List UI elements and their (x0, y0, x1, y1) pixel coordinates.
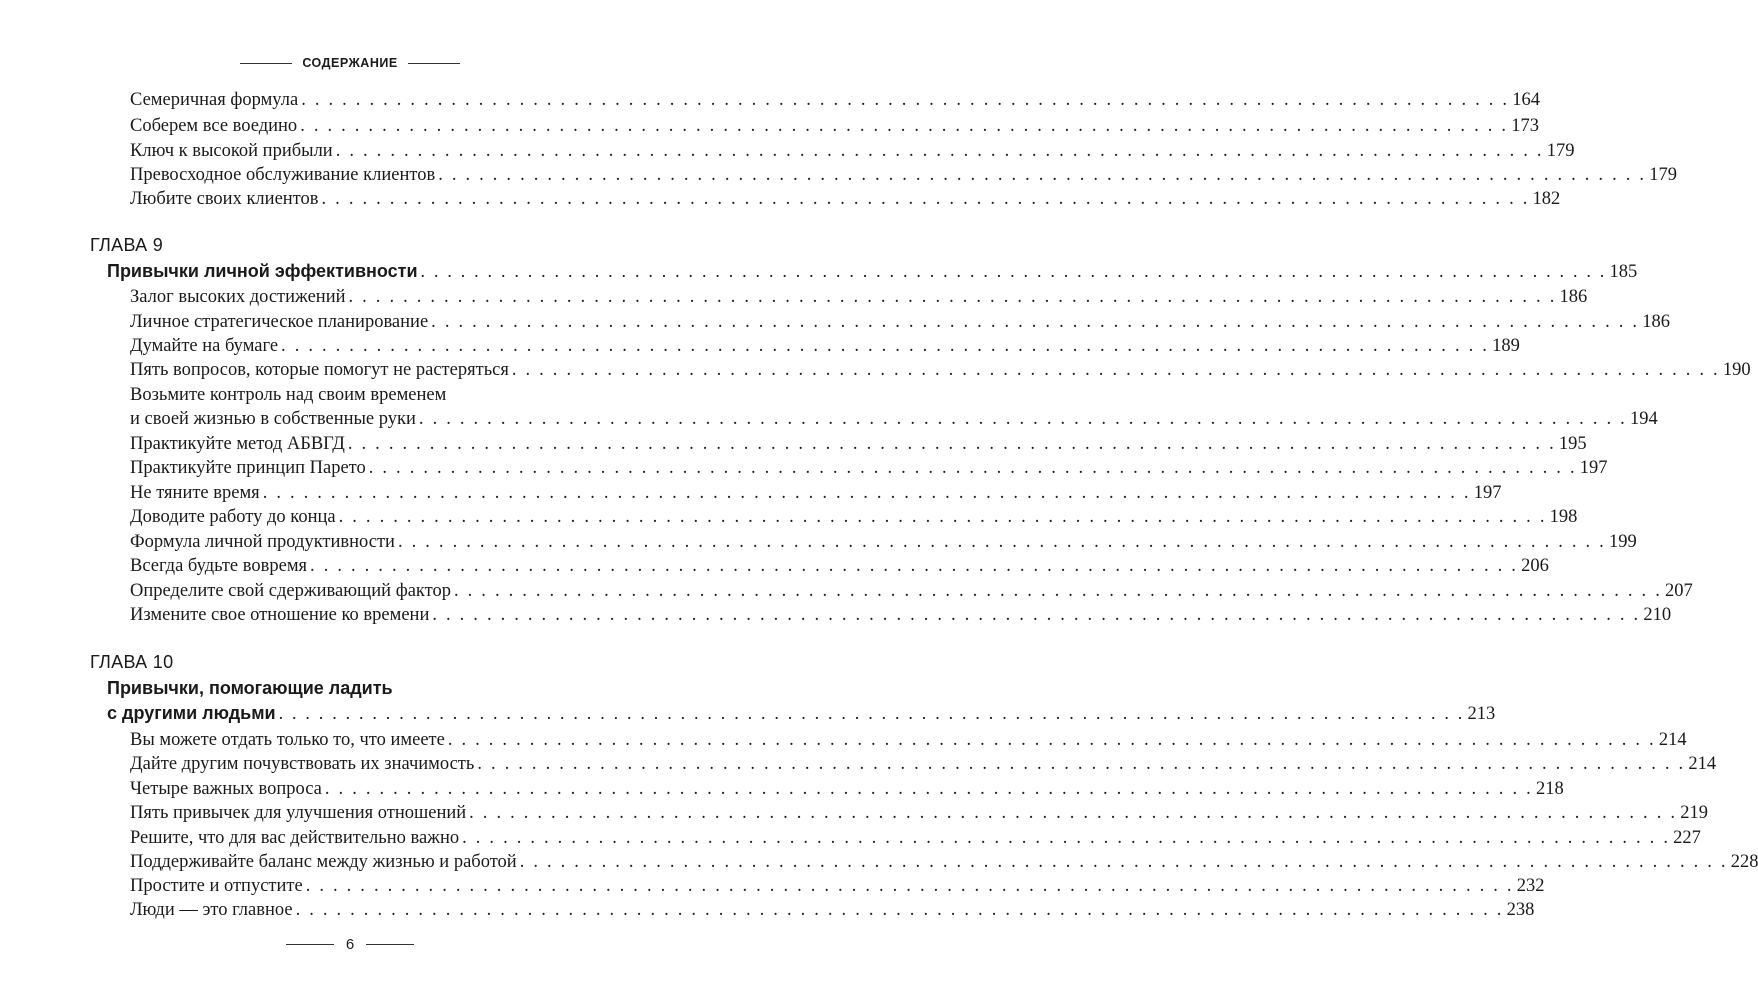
toc-entry-title: и своей жизнью в собственные руки (130, 409, 416, 429)
dot-leader: . . . . . . . . . . . . . . . . . . . . . . . . . . . . . . . . . . . . . . . . . . . . . . . . . . . . . . . . . . . . . . . . . . . . . . . . . . . . . . . . . . . . . . . . . (310, 556, 1519, 576)
chapter-page: 185 (1609, 262, 1638, 282)
toc-entry (130, 285, 1588, 309)
chapter-title: Привычки, помогающие ладить (107, 678, 393, 698)
dot-leader: . . . . . . . . . . . . . . . . . . . . . . . . . . . . . . . . . . . . . . . . . . . . . . . . . . . . . . . . . . . . . . . . . . . . . . . . . . . . . . . . . . . . . . . . . (477, 754, 1686, 774)
toc-entry (130, 752, 1717, 776)
toc-entry-title: Соберем все воедино (130, 116, 298, 136)
toc-entry-title: Превосходное обслуживание клиентов (130, 165, 436, 185)
toc-entry (130, 432, 1587, 456)
toc-entry-page: 198 (1549, 507, 1578, 527)
toc-entry-page: 197 (1473, 483, 1502, 503)
toc-entry-title: Доводите работу до конца (130, 507, 336, 527)
toc-entry (130, 554, 1549, 578)
toc-entry-title: Определите свой сдерживающий фактор (130, 581, 451, 601)
toc-entry-page: 228 (1730, 852, 1758, 872)
toc-entry (130, 88, 1540, 112)
dot-leader: . . . . . . . . . . . . . . . . . . . . . . . . . . . . . . . . . . . . . . . . . . . . . . . . . . . . . . . . . . . . . . . . . . . . . . . . . . . . . . . . . . . . . . . . . (397, 532, 1606, 552)
dot-leader: . . . . . . . . . . . . . . . . . . . . . . . . . . . . . . . . . . . . . . . . . . . . . . . . . . . . . . . . . . . . . . . . . . . . . . . . . . . . . . . . . . . . . . . . . (338, 507, 1547, 527)
toc-entry-page: 232 (1516, 876, 1545, 896)
dot-leader: . . . . . . . . . . . . . . . . . . . . . . . . . . . . . . . . . . . . . . . . . . . . . . . . . . . . . . . . . . . . . . . . . . . . . . . . . . . . . . . . . . . . . . . . . (519, 852, 1728, 872)
dot-leader: . . . . . . . . . . . . . . . . . . . . . . . . . . . . . . . . . . . . . . . . . . . . . . . . . . . . . . . . . . . . . . . . . . . . . . . . . . . . . . . . . . . . . . . . . (295, 900, 1504, 920)
toc-entry (130, 456, 1608, 480)
toc-entry (130, 826, 1701, 850)
toc-entry-title-line1: Возьмите контроль над своим временем (130, 385, 447, 405)
dot-leader: . . . . . . . . . . . . . . . . . . . . . . . . . . . . . . . . . . . . . . . . . . . . . . . . . . . . . . . . . . . . . . . . . . . . . . . . . . . . . . . . . . . . . . . . . (511, 360, 1720, 380)
toc-entry (130, 850, 1758, 874)
dot-leader: . . . . . . . . . . . . . . . . . . . . . . . . . . . . . . . . . . . . . . . . . . . . . . . . . . . . . . . . . . . . . . . . . . . . . . . . . . . . . . . . . . . . . . . . . (324, 779, 1533, 799)
dot-leader: . . . . . . . . . . . . . . . . . . . . . . . . . . . . . . . . . . . . . . . . . . . . . . . . . . . . . . . . . . . . . . . . . . . . . . . . . . . . . . . . . . . . . . . . . (420, 261, 1607, 281)
toc-entry-page: 238 (1506, 900, 1535, 920)
toc-entry-title: Формула личной продуктивности (130, 532, 395, 552)
toc-entry (130, 579, 1693, 603)
toc-entry-title: Пять вопросов, которые помогут не растеряться (130, 360, 509, 380)
dot-leader: . . . . . . . . . . . . . . . . . . . . . . . . . . . . . . . . . . . . . . . . . . . . . . . . . . . . . . . . . . . . . . . . . . . . . . . . . . . . . . . . . . . . . . . . . (281, 336, 1490, 356)
toc-entry (130, 187, 1561, 211)
dot-leader: . . . . . . . . . . . . . . . . . . . . . . . . . . . . . . . . . . . . . . . . . . . . . . . . . . . . . . . . . . . . . . . . . . . . . . . . . . . . . . . . . . . . . . . . . (348, 287, 1557, 307)
dot-leader: . . . . . . . . . . . . . . . . . . . . . . . . . . . . . . . . . . . . . . . . . . . . . . . . . . . . . . . . . . . . . . . . . . . . . . . . . . . . . . . . . . . . . . . . . (278, 703, 1465, 723)
toc-entry (130, 358, 1751, 382)
toc-entry (130, 114, 1539, 138)
toc-entry-line1 (130, 383, 588, 407)
chapter-page: 213 (1467, 704, 1496, 724)
toc-entry-title: Семеричная формула (130, 90, 299, 110)
footer-rule-right (366, 944, 414, 945)
page-number: 6 (345, 935, 355, 953)
page-footer (0, 934, 700, 954)
dot-leader: . . . . . . . . . . . . . . . . . . . . . . . . . . . . . . . . . . . . . . . . . . . . . . . . . . . . . . . . . . . . . . . . . . . . . . . . . . . . . . . . . . . . . . . . . (262, 483, 1471, 503)
dot-leader: . . . . . . . . . . . . . . . . . . . . . . . . . . . . . . . . . . . . . . . . . . . . . . . . . . . . . . . . . . . . . . . . . . . . . . . . . . . . . . . . . . . . . . . . . (431, 312, 1640, 332)
dot-leader: . . . . . . . . . . . . . . . . . . . . . . . . . . . . . . . . . . . . . . . . . . . . . . . . . . . . . . . . . . . . . . . . . . . . . . . . . . . . . . . . . . . . . . . . . (432, 605, 1641, 625)
toc-entry (130, 334, 1520, 358)
dot-leader: . . . . . . . . . . . . . . . . . . . . . . . . . . . . . . . . . . . . . . . . . . . . . . . . . . . . . . . . . . . . . . . . . . . . . . . . . . . . . . . . . . . . . . . . . (469, 803, 1678, 823)
chapter-title-line2: с другими людьми (107, 703, 276, 723)
toc-entry-title: Измените свое отношение ко времени (130, 605, 430, 625)
toc-entry-page: 214 (1658, 730, 1687, 750)
toc-entry (130, 777, 1564, 801)
toc-entry (130, 505, 1578, 529)
header-title: СОДЕРЖАНИЕ (302, 56, 398, 70)
toc-entry-title: Практикуйте метод АБВГД (130, 434, 345, 454)
toc-entry-page: 195 (1558, 434, 1587, 454)
toc-entry-page: 214 (1688, 754, 1717, 774)
dot-leader: . . . . . . . . . . . . . . . . . . . . . . . . . . . . . . . . . . . . . . . . . . . . . . . . . . . . . . . . . . . . . . . . . . . . . . . . . . . . . . . . . . . . . . . . . (438, 165, 1647, 185)
toc-entry (130, 163, 1677, 187)
toc-entry-page: 194 (1629, 409, 1658, 429)
toc-entry (130, 310, 1670, 334)
toc-entry-page: 186 (1642, 312, 1670, 332)
dot-leader: . . . . . . . . . . . . . . . . . . . . . . . . . . . . . . . . . . . . . . . . . . . . . . . . . . . . . . . . . . . . . . . . . . . . . . . . . . . . . . . . . . . . . . . . . (300, 116, 1509, 136)
chapter-title-row (107, 701, 1496, 726)
toc-entry-page: 197 (1579, 458, 1608, 478)
dot-leader: . . . . . . . . . . . . . . . . . . . . . . . . . . . . . . . . . . . . . . . . . . . . . . . . . . . . . . . . . . . . . . . . . . . . . . . . . . . . . . . . . . . . . . . . . (301, 90, 1510, 110)
toc-entry-title: Вы можете отдать только то, что имеете (130, 730, 445, 750)
toc-entry-title: Пять привычек для улучшения отношений (130, 803, 467, 823)
toc-entry-title: Простите и отпустите (130, 876, 303, 896)
toc-entry-title: Четыре важных вопроса (130, 779, 322, 799)
toc-entry-page: 190 (1722, 360, 1751, 380)
toc-entry-title: Думайте на бумаге (130, 336, 279, 356)
dot-leader: . . . . . . . . . . . . . . . . . . . . . . . . . . . . . . . . . . . . . . . . . . . . . . . . . . . . . . . . . . . . . . . . . . . . . . . . . . . . . . . . . . . . . . . . . (347, 434, 1556, 454)
toc-entry-title: Залог высоких достижений (130, 287, 346, 307)
chapter-label: ГЛАВА 9 (90, 235, 164, 255)
toc-entry (130, 603, 1672, 627)
toc-entry (130, 530, 1637, 554)
toc-entry-page: 189 (1492, 336, 1520, 356)
toc-entry-page: 219 (1680, 803, 1708, 823)
chapter-label: ГЛАВА 10 (90, 652, 174, 672)
chapter-title-line1 (107, 676, 588, 700)
toc-entry-title: Решите, что для вас действительно важно (130, 828, 460, 848)
toc-entry-title: Практикуйте принцип Парето (130, 458, 366, 478)
toc-entry-page: 210 (1643, 605, 1672, 625)
toc-entry-page: 206 (1521, 556, 1549, 576)
toc-entry-title: Любите своих клиентов (130, 189, 319, 209)
toc-entry-page: 199 (1609, 532, 1637, 552)
dot-leader: . . . . . . . . . . . . . . . . . . . . . . . . . . . . . . . . . . . . . . . . . . . . . . . . . . . . . . . . . . . . . . . . . . . . . . . . . . . . . . . . . . . . . . . . . (418, 409, 1627, 429)
toc-entry (130, 874, 1545, 898)
dot-leader: . . . . . . . . . . . . . . . . . . . . . . . . . . . . . . . . . . . . . . . . . . . . . . . . . . . . . . . . . . . . . . . . . . . . . . . . . . . . . . . . . . . . . . . . . (305, 876, 1514, 896)
toc-entry-page: 173 (1511, 116, 1539, 136)
toc-entry (130, 139, 1575, 163)
header-rule-right (408, 63, 460, 64)
dot-leader: . . . . . . . . . . . . . . . . . . . . . . . . . . . . . . . . . . . . . . . . . . . . . . . . . . . . . . . . . . . . . . . . . . . . . . . . . . . . . . . . . . . . . . . . . (462, 828, 1671, 848)
toc-entry-title: Всегда будьте вовремя (130, 556, 308, 576)
toc-entry-page: 218 (1535, 779, 1564, 799)
toc-entry-title: Поддерживайте баланс между жизнью и работой (130, 852, 517, 872)
toc-entry-page: 179 (1649, 165, 1677, 185)
running-header (0, 52, 700, 74)
toc-entry (130, 728, 1687, 752)
toc-entry-title: Люди — это главное (130, 900, 293, 920)
dot-leader: . . . . . . . . . . . . . . . . . . . . . . . . . . . . . . . . . . . . . . . . . . . . . . . . . . . . . . . . . . . . . . . . . . . . . . . . . . . . . . . . . . . . . . . . . (321, 189, 1530, 209)
dot-leader: . . . . . . . . . . . . . . . . . . . . . . . . . . . . . . . . . . . . . . . . . . . . . . . . . . . . . . . . . . . . . . . . . . . . . . . . . . . . . . . . . . . . . . . . . (335, 141, 1544, 161)
toc-entry-page: 164 (1512, 90, 1540, 110)
toc-entry (130, 898, 1535, 922)
toc-entry (130, 481, 1502, 505)
toc-entry (130, 801, 1708, 825)
toc-entry-page: 179 (1546, 141, 1575, 161)
toc-entry-page: 227 (1673, 828, 1701, 848)
toc-entry-title: Дайте другим почувствовать их значимость (130, 754, 475, 774)
header-rule-left (240, 63, 292, 64)
dot-leader: . . . . . . . . . . . . . . . . . . . . . . . . . . . . . . . . . . . . . . . . . . . . . . . . . . . . . . . . . . . . . . . . . . . . . . . . . . . . . . . . . . . . . . . . . (454, 581, 1663, 601)
chapter-title: Привычки личной эффективности (107, 261, 418, 281)
footer-rule-left (286, 944, 334, 945)
toc-entry-title: Личное стратегическое планирование (130, 312, 429, 332)
toc-entry (130, 407, 1658, 431)
toc-entry-page: 186 (1559, 287, 1588, 307)
toc-entry-page: 207 (1665, 581, 1693, 601)
dot-leader: . . . . . . . . . . . . . . . . . . . . . . . . . . . . . . . . . . . . . . . . . . . . . . . . . . . . . . . . . . . . . . . . . . . . . . . . . . . . . . . . . . . . . . . . . (368, 458, 1577, 478)
toc-entry-page: 182 (1532, 189, 1561, 209)
dot-leader: . . . . . . . . . . . . . . . . . . . . . . . . . . . . . . . . . . . . . . . . . . . . . . . . . . . . . . . . . . . . . . . . . . . . . . . . . . . . . . . . . . . . . . . . . (447, 730, 1656, 750)
toc-entry-title: Не тяните время (130, 483, 260, 503)
chapter-title-row (107, 259, 1638, 284)
toc-entry-title: Ключ к высокой прибыли (130, 141, 333, 161)
